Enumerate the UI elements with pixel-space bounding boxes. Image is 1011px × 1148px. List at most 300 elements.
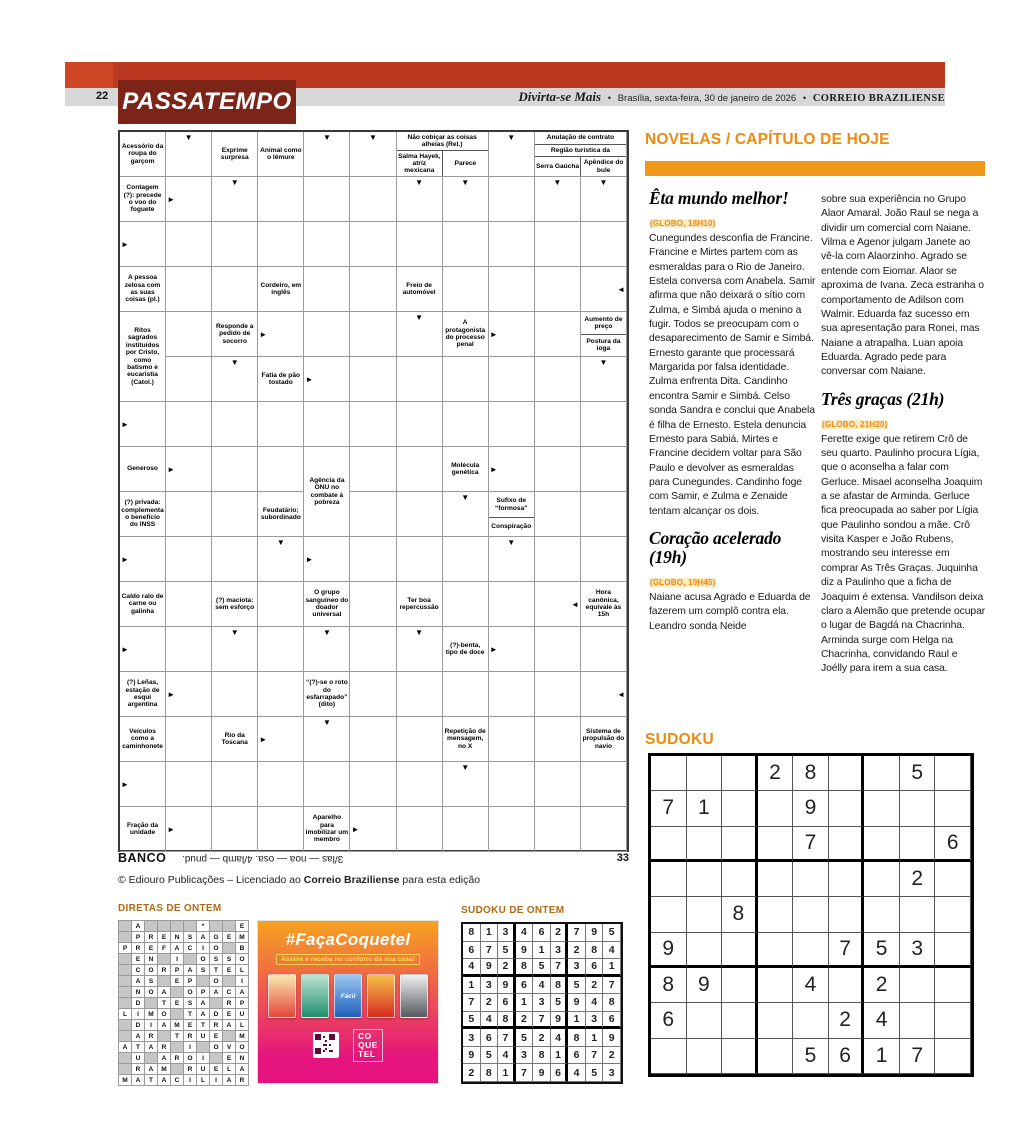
sudoku-cell: 4 [864,1003,900,1038]
solution-block-cell [158,1031,170,1041]
arrow-down-icon: ▼ [397,177,443,222]
sudoku-cell: 1 [463,977,481,995]
sudoku-cell: 9 [516,942,534,960]
arrow-down-icon: ▼ [489,537,535,582]
solution-letter-cell: U [197,1031,209,1041]
magazine-cover-label: Fácil [340,992,356,1000]
solution-block-cell [119,987,131,997]
crossword-answer-cell [535,762,581,807]
solution-letter-cell: A [132,976,144,986]
separator-dot: • [802,93,807,104]
crossword-answer-cell [581,402,627,447]
crossword-answer-cell [535,447,581,492]
solution-letter-cell: C [171,1075,183,1085]
sudoku-cell: 7 [793,827,829,862]
solution-letter-cell: A [223,1075,235,1085]
crossword-clue-cell: Aparelho para imobilizar um membro [304,807,350,852]
sudoku-cell [722,756,758,791]
sudoku-cell: 1 [864,1039,900,1074]
solution-letter-cell: A [132,1031,144,1041]
solution-letter-cell: R [145,932,157,942]
crossword-answer-cell [489,807,535,852]
qr-code-icon [313,1032,339,1058]
crossword-clue-cell: Caldo ralo de carne ou galinha [120,582,166,627]
crossword-clue-cell: “(?)-se o roto do esfarrapado” (dito) [304,672,350,717]
sudoku-cell: 4 [568,1064,586,1082]
arrow-down-icon: ▼ [443,762,489,807]
sudoku-cell: 6 [568,1047,586,1065]
solution-letter-cell: V [223,1042,235,1052]
crossword-answer-cell [535,492,581,537]
sudoku-cell: 1 [551,1047,569,1065]
crossword-clue-cell: A pessoa zelosa com as suas coisas (pl.) [120,267,166,312]
crossword-clue-cell: Sistema de propulsão do navio [581,717,627,762]
crossword-answer-cell [397,357,443,402]
sudoku-cell [900,791,936,826]
crossword-answer-cell [212,267,258,312]
sudoku-cell [651,827,687,862]
sudoku-cell: 9 [651,933,687,968]
crossword-answer-cell [350,177,396,222]
section-title-box [118,80,296,124]
sudoku-cell [864,897,900,932]
solution-letter-cell: R [158,965,170,975]
crossword-answer-cell [489,402,535,447]
crossword-answer-cell [397,717,443,762]
sudoku-de-ontem-title: SUDOKU DE ONTEM [461,905,565,916]
sudoku-cell: 8 [651,968,687,1003]
arrow-down-icon: ▼ [397,312,443,357]
sudoku-cell: 8 [551,977,569,995]
crossword-answer-cell [166,222,212,267]
crossword-clue-cell: O grupo sanguíneo do doador universal [304,582,350,627]
crossword-answer-cell [350,492,396,537]
sudoku-cell: 7 [651,791,687,826]
solution-letter-cell: O [145,987,157,997]
sudoku-cell: 9 [551,1012,569,1030]
solution-letter-cell: U [197,1064,209,1074]
sudoku-cell: 7 [829,933,865,968]
crossword-answer-cell [166,627,212,672]
crossword-answer-cell [397,447,443,492]
novela-schedule-tag: (GLOBO, 19H45) [650,577,716,587]
solution-block-cell [119,1020,131,1030]
arrow-right-icon: ► [350,807,396,852]
solution-letter-cell: L [223,1064,235,1074]
sudoku-cell: 6 [498,994,516,1012]
solution-letter-cell: O [236,1042,248,1052]
sudoku-cell [935,968,971,1003]
sudoku-cell: 9 [793,791,829,826]
solution-letter-cell: T [158,998,170,1008]
crossword-clue-cell: Agência da ONU no combate à pobreza [304,447,350,537]
solution-letter-cell: G [210,932,222,942]
crossword-clue-part: Anulação de contrato [546,134,615,142]
crossword-clue-cell: Hora canônica, equivale às 15h [581,582,627,627]
arrow-down-icon: ▼ [581,357,627,402]
solution-letter-cell: O [184,1053,196,1063]
crossword-answer-cell [258,402,304,447]
arrow-right-icon: ► [166,177,212,222]
sudoku-cell: 2 [829,1003,865,1038]
sudoku-cell: 8 [481,1064,499,1082]
sudoku-cell: 8 [793,756,829,791]
solution-letter-cell: S [223,954,235,964]
sudoku-cell [687,756,723,791]
sudoku-cell: 3 [568,959,586,977]
solution-letter-cell: M [236,932,248,942]
solution-block-cell [223,943,235,953]
sudoku-cell [935,897,971,932]
solution-letter-cell: N [145,954,157,964]
sudoku-cell [758,933,794,968]
magazine-cover [301,974,329,1018]
arrow-right-icon: ► [489,447,535,492]
novela-title: Três graças (21h) [821,388,945,409]
sudoku-cell: 5 [586,1064,604,1082]
crossword-answer-cell [350,717,396,762]
solution-block-cell [158,921,170,931]
solution-letter-cell: R [158,1042,170,1052]
solution-letter-cell: O [210,976,222,986]
solution-letter-cell: I [236,976,248,986]
crossword-clue-cell [535,132,627,177]
crossword-answer-cell [258,582,304,627]
sudoku-cell: 8 [516,959,534,977]
crossword-answer-cell [397,537,443,582]
crossword-answer-cell [489,357,535,402]
crossword-clue-cell [581,312,627,357]
sudoku-cell [722,1003,758,1038]
solution-letter-cell: R [132,1064,144,1074]
solution-letter-cell: I [145,1020,157,1030]
crossword-clue-part: Sufixo de “formosa” [494,497,528,512]
sudoku-cell [935,1039,971,1074]
sudoku-cell [687,897,723,932]
solution-letter-cell: E [223,1009,235,1019]
sudoku-cell: 6 [651,1003,687,1038]
arrow-down-icon: ▼ [489,132,535,177]
crossword-answer-cell [397,492,443,537]
arrow-right-icon: ► [166,807,212,852]
sudoku-cell [687,827,723,862]
solution-letter-cell: O [210,943,222,953]
arrow-right-icon: ► [120,627,166,672]
solution-letter-cell: A [197,932,209,942]
coquetel-ad [257,920,439,1084]
crossword-clue-part: Apêndice do bule [580,156,626,176]
solution-letter-cell: E [223,1053,235,1063]
sudoku-cell: 8 [722,897,758,932]
novela-tag-row [821,414,986,433]
sudoku-cell: 6 [533,924,551,942]
sudoku-yesterday-grid [461,922,623,1084]
crossword-answer-cell [489,267,535,312]
sudoku-cell: 4 [481,1012,499,1030]
solution-letter-cell: O [145,965,157,975]
arrow-down-icon: ▼ [535,177,581,222]
crossword-answer-cell [166,582,212,627]
sudoku-cell: 1 [603,959,621,977]
sudoku-cell [829,862,865,897]
crossword-answer-cell [166,762,212,807]
arrow-down-icon: ▼ [350,132,396,177]
crossword-clue-cell: Exprime surpresa [212,132,258,177]
novela-title: Coração acelerado (19h) [649,528,782,567]
solution-letter-cell: E [210,1031,222,1041]
magazine-cover [367,974,395,1018]
crossword-answer-cell [397,672,443,717]
solution-letter-cell: S [197,965,209,975]
sudoku-cell: 2 [758,756,794,791]
solution-block-cell [171,1009,183,1019]
sudoku-cell [935,791,971,826]
sudoku-cell: 5 [551,994,569,1012]
sudoku-cell: 9 [586,924,604,942]
sudoku-cell: 5 [568,977,586,995]
sudoku-cell: 7 [481,942,499,960]
sudoku-cell [722,791,758,826]
solution-letter-cell: R [171,1053,183,1063]
crossword-answer-cell [212,447,258,492]
banco-label: BANCO [118,851,167,865]
page-number: 22 [96,90,109,102]
sudoku-cell [651,897,687,932]
arrow-left-icon: ◄ [535,582,581,627]
crossword-answer-cell [350,582,396,627]
sudoku-cell: 1 [568,1012,586,1030]
solution-letter-cell: M [171,1020,183,1030]
sudoku-cell [793,933,829,968]
coquetel-logo-line: TEL [358,1048,376,1059]
sudoku-cell: 2 [551,924,569,942]
solution-letter-cell: L [119,1009,131,1019]
sudoku-cell: 3 [900,933,936,968]
diretas-de-ontem-title: DIRETAS DE ONTEM [118,903,222,914]
solution-letter-cell: A [158,1020,170,1030]
crossword-answer-cell [350,672,396,717]
solution-letter-cell: C [223,987,235,997]
solution-letter-cell: E [145,943,157,953]
crossword-answer-cell [443,357,489,402]
sudoku-cell [793,1003,829,1038]
solution-letter-cell: D [132,998,144,1008]
sudoku-cell: 6 [463,942,481,960]
solution-block-cell [145,921,157,931]
solution-letter-cell: T [184,1009,196,1019]
sudoku-cell: 2 [481,994,499,1012]
crossword-answer-cell [166,357,212,402]
crossword-answer-cell [581,537,627,582]
solution-letter-cell: I [184,1075,196,1085]
sudoku-cell: 2 [533,1029,551,1047]
crossword-answer-cell [535,222,581,267]
crossword-clue-cell: Rio da Toscana [212,717,258,762]
crossword-answer-cell [166,312,212,357]
sudoku-cell [829,968,865,1003]
sudoku-cell: 1 [533,942,551,960]
sudoku-cell: 2 [568,942,586,960]
solution-letter-cell: E [171,976,183,986]
arrow-right-icon: ► [120,402,166,447]
sudoku-cell [793,897,829,932]
solution-block-cell [171,987,183,997]
crossword-answer-cell [212,222,258,267]
sudoku-cell: 8 [498,1012,516,1030]
solution-letter-cell: M [145,1009,157,1019]
sudoku-cell: 5 [516,1029,534,1047]
bank-answers-upside-down: 3/las — noa — osa. 4/lamb — pnud. [182,852,344,864]
sudoku-cell: 9 [687,968,723,1003]
solution-letter-cell: I [210,1075,222,1085]
solution-block-cell [210,921,222,931]
arrow-down-icon: ▼ [166,132,212,177]
arrow-right-icon: ► [304,537,350,582]
sudoku-cell: 6 [829,1039,865,1074]
sudoku-cell: 8 [603,994,621,1012]
crossword-clue-part: Serra Gaúcha [535,156,581,176]
edition-date-line [400,89,945,105]
solution-block-cell [158,976,170,986]
sudoku-cell: 1 [586,1029,604,1047]
arrow-left-icon: ◄ [581,267,627,312]
crossword-clue-cell: Feudatário; subordinado [258,492,304,537]
crossword-clue-part: Conspiração [489,517,534,536]
solution-letter-cell: S [145,976,157,986]
crossword-answer-cell [304,312,350,357]
solution-letter-cell: E [171,998,183,1008]
crossword-clue-part: Região turística da [535,144,626,157]
solution-letter-cell: N [132,987,144,997]
sudoku-cell: 8 [533,1047,551,1065]
novela-tag-row [649,572,816,591]
sudoku-cell [900,897,936,932]
sudoku-cell [722,827,758,862]
sudoku-cell: 6 [935,827,971,862]
crossword-answer-cell [535,402,581,447]
solution-letter-cell: M [236,1031,248,1041]
crossword-answer-cell [304,762,350,807]
section-title: PASSATEMPO [122,88,292,115]
solution-letter-cell: C [132,965,144,975]
crossword-grid [118,130,629,852]
edition-info: Brasília, sexta-feira, 30 de janeiro de 2026 [617,93,797,104]
crossword-clue-cell: Animal como o lêmure [258,132,304,177]
arrow-down-icon: ▼ [443,492,489,537]
crossword-answer-cell [581,627,627,672]
sudoku-cell [722,933,758,968]
solution-block-cell [184,921,196,931]
solution-letter-cell: B [236,943,248,953]
sudoku-cell: 6 [603,1012,621,1030]
solution-letter-cell: A [158,1053,170,1063]
sudoku-cell [829,791,865,826]
crossword-answer-cell [489,582,535,627]
sudoku-cell: 5 [864,933,900,968]
arrow-right-icon: ► [489,627,535,672]
solution-block-cell [119,998,131,1008]
crossword-answer-cell [581,492,627,537]
sudoku-cell: 7 [586,1047,604,1065]
sudoku-cell: 4 [463,959,481,977]
solution-letter-cell: O [197,954,209,964]
solution-block-cell [223,976,235,986]
crossword-clue-cell: Cordeiro, em inglês [258,267,304,312]
sudoku-title: SUDOKU [645,731,714,748]
sudoku-cell [900,1003,936,1038]
crossword-answer-cell [212,672,258,717]
sudoku-cell [935,1003,971,1038]
crossword-answer-cell [350,222,396,267]
sudoku-cell: 8 [463,924,481,942]
sudoku-cell [935,933,971,968]
crossword-clue-cell: Contagem (?): precede o voo do foguete [120,177,166,222]
solution-block-cell [210,1053,222,1063]
solution-letter-cell: T [197,1020,209,1030]
novela-title: Êta mundo melhor! [649,188,789,208]
crossword-answer-cell [443,672,489,717]
crossword-clue-cell: (?) Leñas, estação de esqui argentina [120,672,166,717]
sudoku-cell: 7 [498,1029,516,1047]
crossword-answer-cell [304,267,350,312]
sudoku-cell: 3 [603,1064,621,1082]
crossword-answer-cell [489,672,535,717]
solution-letter-cell: E [223,932,235,942]
solution-letter-cell: L [197,1075,209,1085]
solution-letter-cell: P [236,998,248,1008]
solution-block-cell [171,1042,183,1052]
sudoku-cell [793,862,829,897]
crossword-answer-cell [304,222,350,267]
solution-letter-cell: A [197,1009,209,1019]
crossword-clue-cell: (?) privada: complementa o benefício do INSS [120,492,166,537]
sudoku-cell: 3 [551,942,569,960]
crossword-answer-cell [535,537,581,582]
sudoku-cell: 6 [586,959,604,977]
novelas-heading: NOVELAS / CAPÍTULO DE HOJE [645,131,890,148]
novela-synopsis: sobre sua experiência no Grupo Alaor Amaral. João Raul se nega a dividir um comercial com Naiane. Vilma e Agenor julgam Janete ao vê-la com Alaorzinho. Agrado se entende com Eiomar. Alaor se aproxima de Ivana. Zeca estranha o comportamento de Adilson com Walmir. Eduarda faz sucesso em sua apresentação para Ronei, mas Naiane a atrapalha. Luan apoia Eduarda. Agrado pede para conversar com Naiane. [821,194,984,378]
arrow-right-icon: ► [304,357,350,402]
crossword-answer-cell [443,222,489,267]
arrow-down-icon: ▼ [443,177,489,222]
crossword-clue-part: Parece [442,150,488,176]
solution-letter-cell: A [132,921,144,931]
sudoku-cell [935,756,971,791]
separator-dot: • [607,93,612,104]
edition-title: Divirta-se Mais [518,89,602,104]
crossword-answer-cell [258,762,304,807]
crossword-answer-cell [212,537,258,582]
solution-letter-cell: O [158,1009,170,1019]
sudoku-cell [829,897,865,932]
arrow-down-icon: ▼ [304,717,350,762]
solution-letter-cell: I [184,1042,196,1052]
solution-letter-cell: A [119,1042,131,1052]
sudoku-cell [651,756,687,791]
sudoku-cell [829,827,865,862]
sudoku-cell: 1 [498,1064,516,1082]
sudoku-cell: 1 [516,994,534,1012]
solution-block-cell [119,976,131,986]
sudoku-cell: 7 [603,977,621,995]
solution-letter-cell: U [236,1009,248,1019]
solution-letter-cell: T [145,1075,157,1085]
solution-block-cell [158,954,170,964]
crossword-answer-cell [166,717,212,762]
solution-letter-cell: D [132,1020,144,1030]
crossword-clue-part: Postura da ioga [581,334,626,357]
sudoku-cell [864,827,900,862]
